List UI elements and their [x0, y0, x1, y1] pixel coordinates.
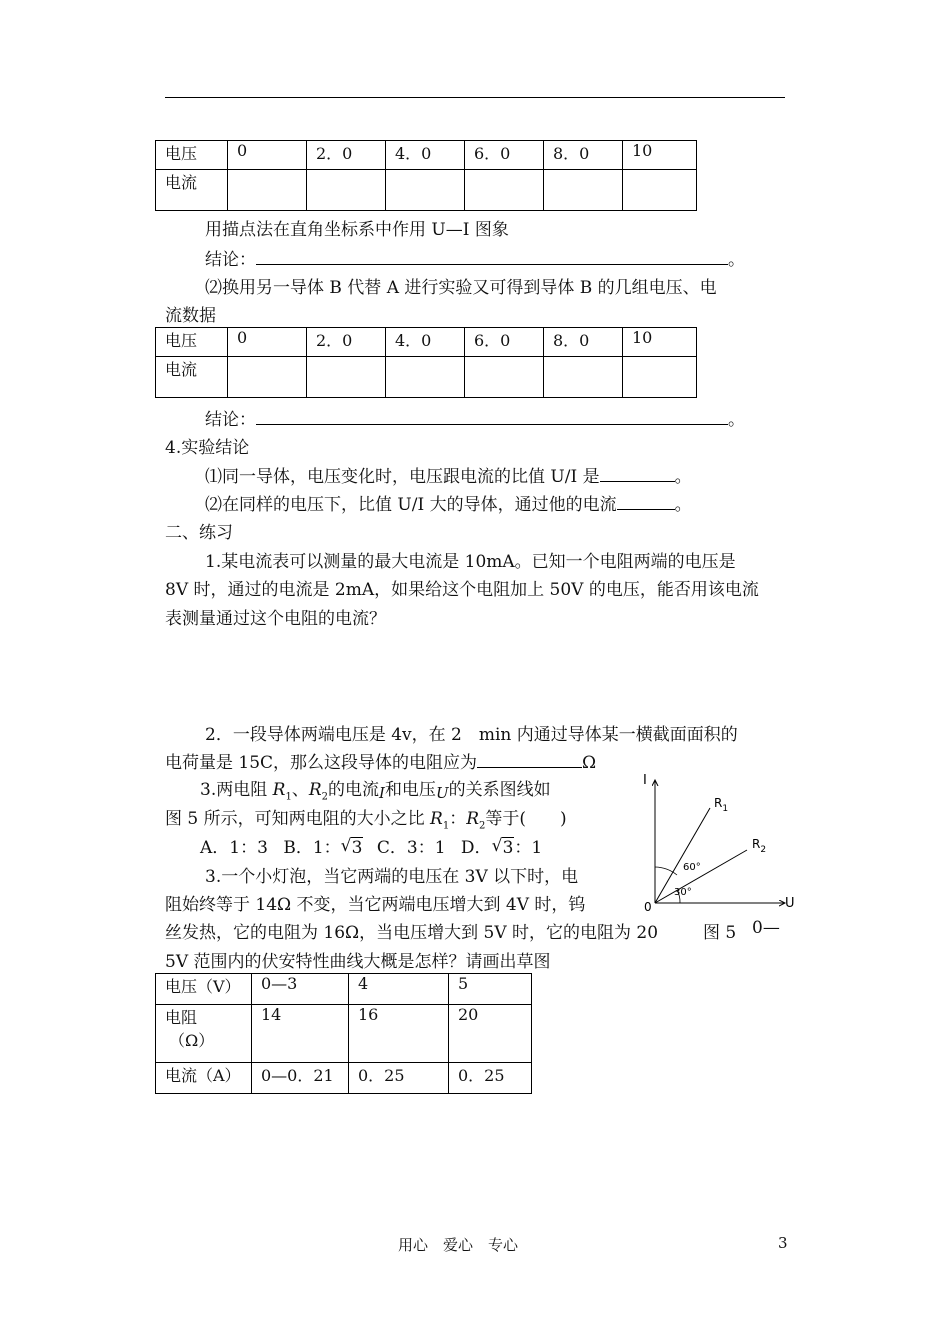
r1-subscript: 1 — [722, 804, 729, 814]
var-r: R — [272, 780, 286, 800]
resistance-label: 电阻 — [165, 1008, 198, 1027]
question-3b-line-3: 丝发热，它的电阻为 16Ω，当电压增大到 5V 时，它的电阻为 20 — [165, 923, 659, 943]
table-cell: 6．0 — [465, 141, 544, 170]
table-cell: 10 — [623, 141, 697, 170]
table-cell — [623, 357, 697, 398]
var-r: R — [308, 780, 322, 800]
var-u: U — [435, 784, 449, 802]
angle-30-label: 30° — [674, 887, 692, 898]
table-cell — [307, 357, 386, 398]
question-1-line-2: 8V 时，通过的电流是 2mA，如果给这个电阻加上 50V 的电压，能否用该电流 — [165, 580, 759, 600]
conclusion-end: 。 — [728, 410, 745, 430]
table-cell: 0—3 — [252, 974, 349, 1005]
var-i: I — [379, 784, 385, 802]
table-cell — [386, 170, 465, 211]
r1-label — [714, 796, 728, 814]
question-1-line-3: 表测量通过这个电阻的电流？ — [165, 609, 386, 629]
origin-label: 0 — [644, 900, 652, 914]
item-text: ⑵在同样的电压下，比值 U/I 大的导体，通过他的电流 — [205, 495, 617, 515]
question-text: 的电流 — [328, 780, 379, 800]
subscript: 2 — [479, 820, 486, 832]
table-cell: 0．25 — [349, 1063, 449, 1094]
table-cell: 4．0 — [386, 328, 465, 357]
section-4-item-2 — [205, 490, 692, 515]
question-3b-line-4: 5V 范围内的伏安特性曲线大概是怎样？请画出草图 — [165, 952, 551, 972]
question-3b-line-2: 阻始终等于 14Ω 不变，当它两端电压增大到 4V 时，钨 — [165, 895, 586, 915]
page-footer: 用心 爱心 专心 — [398, 1236, 519, 1254]
table-cell — [544, 170, 623, 211]
question-text: 等于( ) — [485, 809, 567, 829]
table-cell: 8．0 — [544, 328, 623, 357]
r2-subscript: 2 — [760, 845, 767, 855]
conclusion-line-2 — [205, 405, 745, 430]
y-axis-label: I — [643, 773, 647, 788]
table-cell — [386, 357, 465, 398]
answer-blank — [617, 493, 675, 510]
paragraph-2-line-2: 流数据 — [165, 306, 216, 326]
voltage-current-table-a — [155, 140, 697, 211]
table-cell: 电流（A） — [156, 1063, 252, 1094]
table-cell: 电流 — [156, 357, 228, 398]
question-3b-line-3-tail: 0— — [752, 918, 780, 938]
option-c: C．3：1 — [376, 838, 446, 858]
page-number: 3 — [778, 1234, 788, 1252]
table-cell — [465, 170, 544, 211]
var-r: R — [466, 809, 480, 829]
question-2-line-2 — [165, 748, 596, 773]
table-cell: 8．0 — [544, 141, 623, 170]
separator: ： — [449, 809, 467, 829]
table-cell: 0 — [228, 141, 307, 170]
question-text: 的关系图线如 — [448, 780, 551, 800]
table-cell — [544, 357, 623, 398]
answer-blank — [256, 248, 728, 265]
var-r: R — [430, 809, 443, 829]
unit-ohm: Ω — [582, 753, 597, 773]
table-cell — [228, 357, 307, 398]
answer-blank — [600, 465, 675, 482]
option-b: B．1： — [283, 838, 341, 858]
table-cell: 2．0 — [307, 328, 386, 357]
table-cell: 6．0 — [465, 328, 544, 357]
table-cell: 电压 — [156, 141, 228, 170]
sqrt-symbol — [341, 838, 364, 858]
table-cell: 0．25 — [449, 1063, 532, 1094]
r2-line — [655, 850, 747, 903]
table-cell: 电压 — [156, 328, 228, 357]
table-cell: 20 — [449, 1005, 532, 1063]
x-axis-label: U — [785, 896, 795, 911]
lamp-data-table — [155, 973, 532, 1094]
question-2-line-1: 2．一段导体两端电压是 4v，在 2 min 内通过导体某一横截面面积的 — [205, 725, 738, 745]
table-cell: 5 — [449, 974, 532, 1005]
item-end: 。 — [674, 495, 692, 515]
figure-caption: 图 5 — [703, 923, 737, 943]
table-cell: 2．0 — [307, 141, 386, 170]
table-cell — [307, 170, 386, 211]
practice-title: 二、练习 — [165, 523, 233, 543]
plot-instruction: 用描点法在直角坐标系中作用 U—I 图象 — [205, 220, 509, 240]
section-4-item-1 — [205, 462, 692, 487]
table-cell: 4 — [349, 974, 449, 1005]
table-cell: 16 — [349, 1005, 449, 1063]
table-cell: 0—0．21 — [252, 1063, 349, 1094]
question-3a-options — [200, 833, 542, 858]
sqrt-value: 3 — [351, 838, 363, 858]
resistance-unit: （Ω） — [169, 1031, 215, 1050]
question-3a-line-1 — [200, 775, 551, 802]
question-text: 图 5 所示，可知两电阻的大小之比 — [165, 809, 431, 829]
question-3b-line-1: 3.一个小灯泡，当它两端的电压在 3V 以下时，电 — [205, 867, 579, 887]
sqrt-value: 3 — [502, 838, 514, 858]
conclusion-label: 结论： — [205, 250, 256, 270]
table-cell — [228, 170, 307, 211]
table-cell — [465, 357, 544, 398]
question-3a-line-2 — [165, 804, 567, 831]
paragraph-2-line-1: ⑵换用另一导体 B 代替 A 进行实验又可得到导体 B 的几组电压、电 — [205, 278, 717, 298]
item-text: ⑴同一导体，电压变化时，电压跟电流的比值 U/I 是 — [205, 467, 600, 487]
item-end: 。 — [674, 467, 692, 487]
table-cell: 10 — [623, 328, 697, 357]
header-rule — [165, 97, 785, 98]
table-cell: 14 — [252, 1005, 349, 1063]
voltage-current-table-b — [155, 327, 697, 398]
question-text: 电荷量是 15C，那么这段导体的电阻应为 — [165, 753, 478, 773]
subscript: 2 — [321, 791, 328, 803]
table-cell: 0 — [228, 328, 307, 357]
conclusion-end: 。 — [728, 250, 745, 270]
question-text: 和电压 — [384, 780, 436, 800]
angle-60-label: 60° — [683, 862, 701, 873]
table-cell — [623, 170, 697, 211]
answer-blank — [256, 408, 728, 425]
subscript: 1 — [285, 791, 292, 803]
r1-letter: R — [714, 796, 723, 810]
option-d: D． — [460, 838, 492, 858]
table-cell: 电流 — [156, 170, 228, 211]
question-1-line-1: 1.某电流表可以测量的最大电流是 10mA。已知一个电阻两端的电压是 — [205, 552, 736, 572]
conclusion-line-1 — [205, 245, 745, 270]
conclusion-label: 结论： — [205, 410, 256, 430]
question-text: 3.两电阻 — [200, 780, 273, 800]
subscript: 1 — [442, 820, 450, 832]
table-cell: 4．0 — [386, 141, 465, 170]
r2-label — [752, 837, 766, 855]
option-d-tail: ：1 — [514, 838, 543, 858]
section-4-title: 4.实验结论 — [165, 438, 250, 458]
sqrt-symbol — [492, 838, 515, 858]
separator: 、 — [291, 780, 309, 800]
table-cell: 电压（V） — [156, 974, 252, 1005]
table-cell — [156, 1005, 252, 1063]
answer-blank — [477, 751, 582, 768]
r2-letter: R — [752, 837, 761, 851]
figure-5-ui-graph — [635, 770, 800, 940]
option-a: A．1：3 — [200, 838, 268, 858]
